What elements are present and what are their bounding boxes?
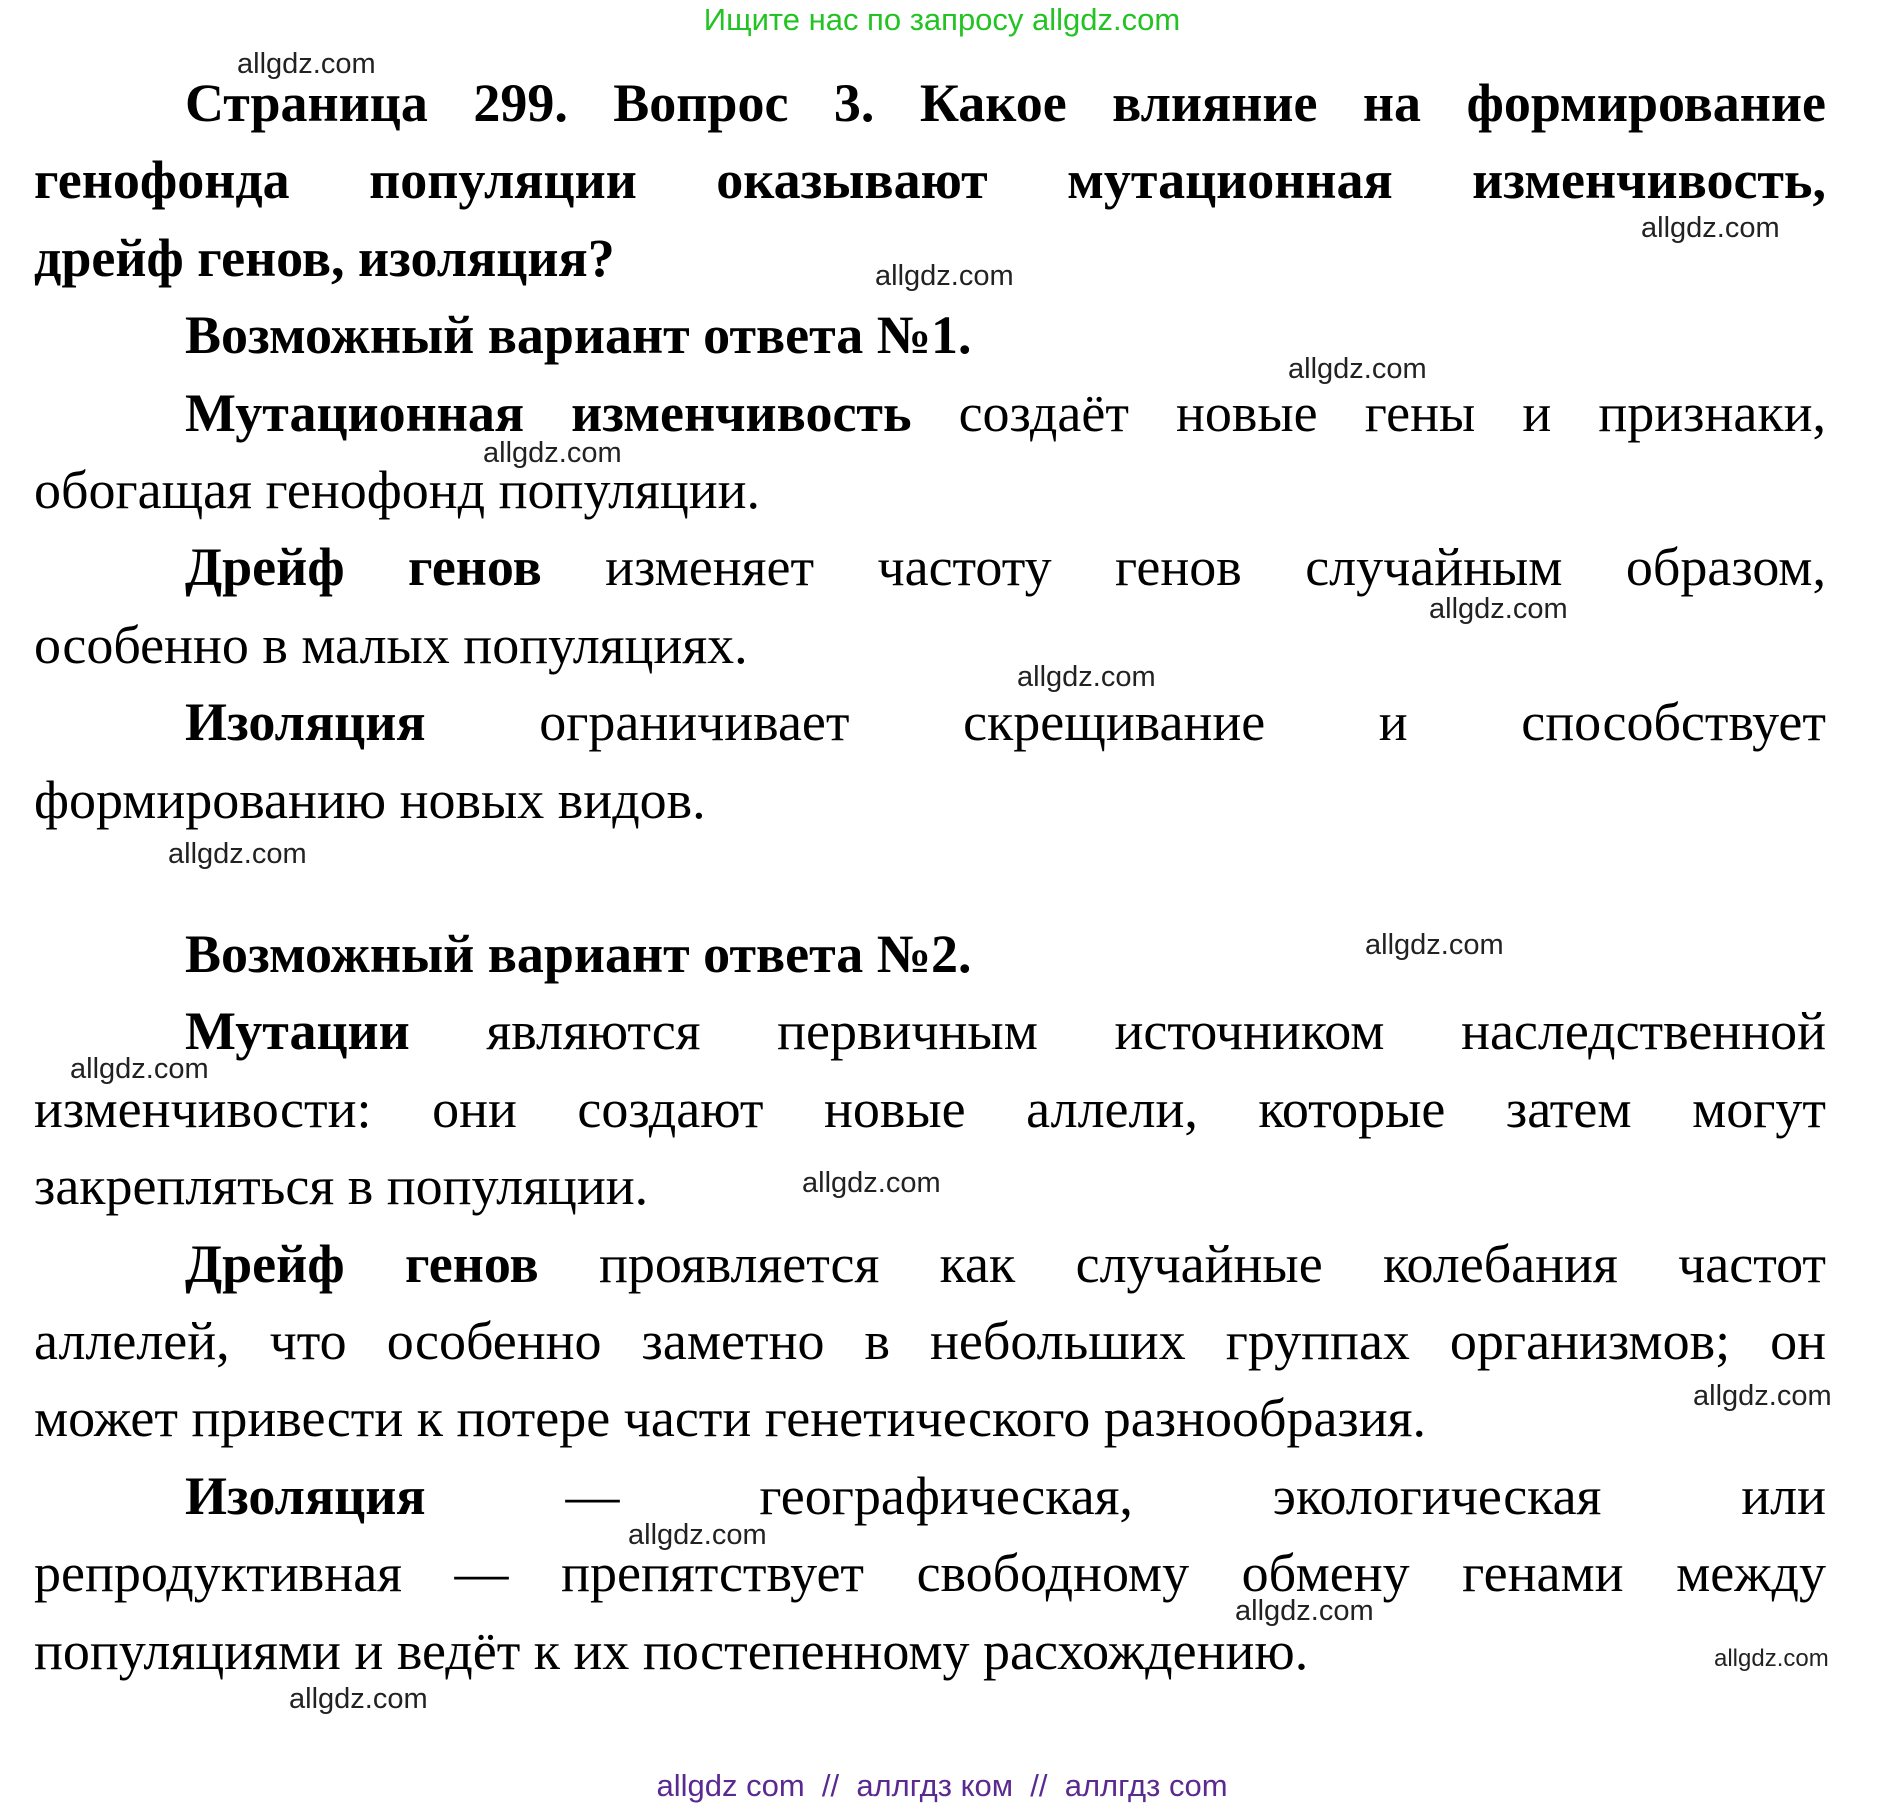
text-line [34, 762, 1826, 839]
text-line [34, 1071, 1826, 1148]
text-line [34, 993, 1826, 1070]
watermark: allgdz.com [289, 1683, 428, 1715]
text-line [34, 142, 1826, 219]
text-segment: формированию новых видов. [34, 769, 706, 830]
bold-term: Возможный вариант ответа №1. [185, 305, 972, 366]
text-segment: ограничивает скрещивание и способствует [425, 692, 1826, 753]
text-segment: создаёт новые гены и признаки, [911, 382, 1826, 443]
text-segment: популяциями и ведёт к их постепенному расхождению. [34, 1620, 1309, 1681]
bold-term: Возможный вариант ответа №2. [185, 924, 972, 984]
footer-links: allgdz com // аллгдз ком // аллгдз com [656, 1768, 1228, 1803]
watermark: allgdz.com [1365, 929, 1504, 961]
answer-2 [34, 916, 1826, 1690]
question-and-answer-1 [34, 65, 1826, 839]
bold-term: Мутации [185, 1001, 410, 1062]
text-segment: изменяет частоту генов случайным образом, [541, 537, 1826, 598]
watermark: allgdz.com [1641, 212, 1780, 244]
text-line [34, 1458, 1826, 1535]
text-segment: аллелей, что особенно заметно в небольших группах организмов; он [34, 1310, 1826, 1371]
text-segment: проявляется как случайные колебания частот [538, 1233, 1826, 1294]
watermark: allgdz.com [628, 1519, 767, 1551]
bold-term: Изоляция [185, 692, 426, 753]
watermark: allgdz.com [483, 437, 622, 469]
watermark: allgdz.com [1429, 593, 1568, 625]
watermark: allgdz.com [1235, 1595, 1374, 1627]
text-segment: может привести к потере части генетического разнообразия. [34, 1388, 1427, 1449]
bold-term: дрейф генов, изоляция? [34, 227, 615, 288]
watermark: allgdz.com [802, 1167, 941, 1199]
text-segment: закрепляться в популяции. [34, 1156, 649, 1217]
bold-term: Страница 299. Вопрос 3. Какое влияние на формирование [185, 73, 1826, 133]
watermark: allgdz.com [1288, 353, 1427, 385]
text-segment: обогащая генофонд популяции. [34, 459, 761, 520]
watermark: allgdz.com [168, 838, 307, 870]
bold-term: Изоляция [185, 1465, 426, 1526]
text-segment: являются первичным источником наследственной [409, 1001, 1826, 1062]
search-banner: Ищите нас по запросу allgdz.com [703, 2, 1181, 37]
watermark: allgdz.com [1017, 661, 1156, 693]
text-line [34, 1303, 1826, 1380]
text-line [34, 1226, 1826, 1303]
text-line [34, 375, 1826, 452]
watermark: allgdz.com [1693, 1380, 1832, 1412]
watermark: allgdz.com [875, 260, 1014, 292]
watermark: allgdz.com [70, 1053, 209, 1085]
text-line [34, 1613, 1826, 1690]
bold-term: генофонда популяции оказывают мутационная изменчивость, [34, 150, 1826, 211]
text-segment: особенно в малых популяциях. [34, 614, 748, 675]
text-line [34, 916, 1826, 993]
watermark: allgdz.com [1714, 1645, 1829, 1672]
watermark: allgdz.com [237, 48, 376, 80]
text-segment: — географическая, экологическая или [425, 1465, 1826, 1526]
text-line [34, 297, 1826, 374]
text-segment: изменчивости: они создают новые аллели, которые затем могут [34, 1078, 1826, 1139]
text-line [34, 452, 1826, 529]
bold-term: Мутационная изменчивость [185, 382, 912, 443]
text-line [34, 684, 1826, 761]
text-line [34, 1535, 1826, 1612]
bold-term: Дрейф генов [185, 1233, 539, 1294]
bold-term: Дрейф генов [185, 537, 542, 598]
text-line [34, 1380, 1826, 1457]
text-segment: репродуктивная — препятствует свободному обмену генами между [34, 1543, 1826, 1604]
